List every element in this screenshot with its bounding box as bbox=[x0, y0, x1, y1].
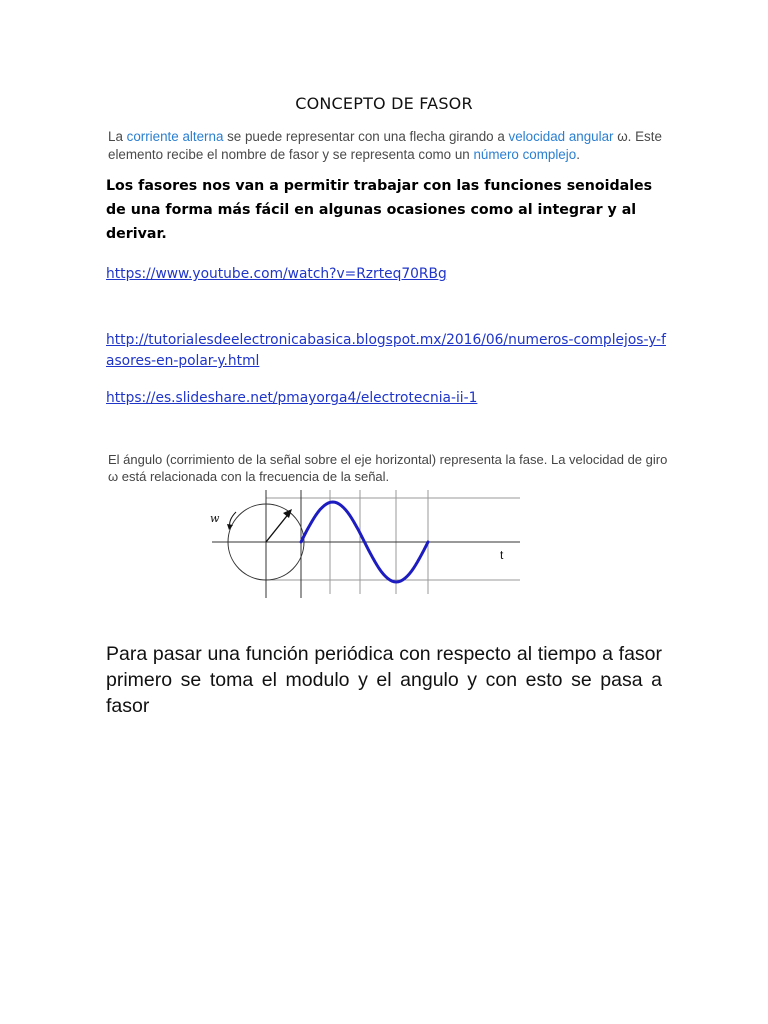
phasor-sine-svg bbox=[200, 490, 530, 600]
intro-text-4: . bbox=[576, 147, 580, 162]
final-paragraph: Para pasar una función periódica con respecto al tiempo a fasor primero se toma el modulo y el angulo y con esto se pasa a fasor bbox=[106, 643, 662, 717]
highlight-velocidad-angular: velocidad angular bbox=[508, 129, 614, 144]
fasores-paragraph: Los fasores nos van a permitir trabajar con las funciones senoidales de una forma más fácil en algunas ocasiones como al integrar y al derivar. bbox=[106, 178, 653, 242]
angle-paragraph: El ángulo (corrimiento de la señal sobre el eje horizontal) representa la fase. La velocidad de giro ω está relacionada con la frecuencia de la señal. bbox=[108, 452, 668, 484]
tutoriales-link[interactable]: http://tutorialesdeelectronicabasica.blogspot.mx/2016/06/numeros-complejos-y-fasores-en-polar-y.html bbox=[106, 332, 666, 369]
intro-text-2: se puede representar con una flecha girando a bbox=[223, 129, 509, 144]
phasor-sine-figure bbox=[200, 490, 530, 600]
intro-text-3: ω. Este elemento recibe el nombre de fasor y se representa como un bbox=[108, 129, 662, 162]
phasor-arrow bbox=[266, 512, 290, 542]
slideshare-link[interactable]: https://es.slideshare.net/pmayorga4/electrotecnia-ii-1 bbox=[106, 390, 478, 406]
intro-text-1: La bbox=[108, 129, 127, 144]
highlight-corriente-alterna: corriente alterna bbox=[126, 129, 224, 144]
intro-paragraph bbox=[108, 128, 668, 164]
t-label: t bbox=[500, 548, 504, 562]
youtube-link[interactable]: https://www.youtube.com/watch?v=Rzrteq70RBg bbox=[106, 266, 447, 282]
page-title: CONCEPTO DE FASOR bbox=[295, 94, 473, 113]
omega-label: w bbox=[210, 512, 220, 525]
highlight-numero-complejo: número complejo bbox=[473, 147, 577, 162]
